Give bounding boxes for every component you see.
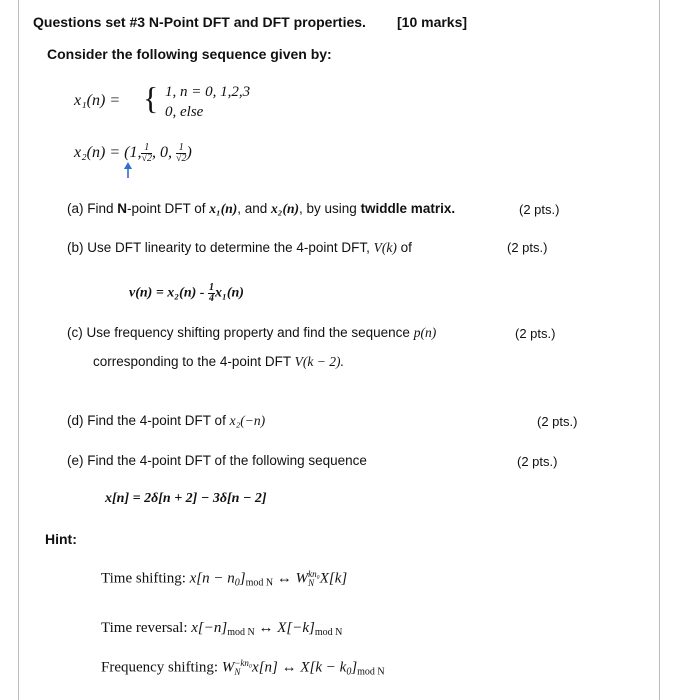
hint-tr-mod2: mod N — [314, 627, 343, 638]
hint-fs-w-sup: −kn₀ — [234, 658, 253, 668]
document-page — [18, 0, 660, 700]
qb-eq-lhs: v(n) = x₂(n) - — [129, 285, 205, 301]
question-d-points: (2 pts.) — [537, 414, 578, 429]
hint-fs-lhs: x[n] — [252, 659, 278, 676]
qb-of: of — [396, 240, 412, 255]
question-b — [67, 240, 412, 256]
qa-twiddle: twiddle matrix. — [360, 201, 456, 216]
question-title — [33, 14, 366, 30]
qc-line1: (c) Use frequency shifting property and find the sequence — [67, 325, 414, 340]
hint-time-shifting — [101, 570, 347, 588]
x2-frac-2-num: 1 — [176, 143, 187, 154]
total-marks: [10 marks] — [397, 14, 468, 30]
qd-x: x₂(−n) — [229, 413, 266, 428]
x2-mid: 0, — [159, 144, 172, 162]
qc-line2: corresponding to the 4-point DFT — [93, 354, 295, 369]
hint-ts-mod: mod N — [245, 577, 274, 589]
question-c-line2 — [93, 354, 344, 370]
x2-frac-1-num: 1 — [141, 143, 152, 154]
intro-text: Consider the following sequence given by: — [47, 46, 332, 62]
hint-ts-w-sup: kn₀ — [308, 569, 320, 579]
qa-mid1: -point DFT of — [127, 201, 210, 216]
qb-frac-num: 1 — [208, 282, 214, 293]
hint-tr-rhs: X[−k] — [277, 620, 315, 636]
x1-case-1: 1, n = 0, 1,2,3 — [165, 84, 251, 100]
title-text: Questions set #3 N-Point DFT and DFT properties. — [33, 14, 366, 30]
question-e-points: (2 pts.) — [517, 454, 558, 469]
qb-frac — [208, 283, 215, 304]
qa-n: N — [117, 201, 128, 216]
hint-ts-lhs: x[n − n — [189, 570, 235, 587]
x2-frac-1-den: √2 — [141, 153, 152, 164]
x1-lhs: x₁(n) = — [74, 92, 121, 109]
qa-x1: x₁(n) — [209, 201, 238, 216]
x2-frac-1 — [141, 143, 152, 164]
hint-ts-w-scripts — [308, 570, 320, 588]
x2-definition — [74, 143, 192, 164]
hint-fs-mod: mod N — [357, 666, 385, 678]
qa-prefix: (a) Find — [67, 201, 118, 216]
hint-fs-arrow-icon: ↔ — [277, 659, 301, 676]
x2-close: ) — [186, 144, 192, 162]
hint-fs-rhs: X[k − k — [300, 659, 347, 676]
hint-fs-w: W — [221, 659, 235, 676]
qc-v: V(k − 2). — [294, 354, 344, 369]
hint-ts-w: W — [295, 570, 309, 587]
question-d — [67, 413, 265, 429]
hint-ts-lhs-end: ] — [239, 570, 246, 587]
hint-ts-rhs: X[k] — [319, 570, 348, 587]
question-c-line1 — [67, 325, 436, 341]
question-c-points: (2 pts.) — [515, 326, 556, 341]
question-a-points: (2 pts.) — [519, 202, 560, 217]
x1-brace: { — [143, 80, 159, 116]
x2-frac-2 — [176, 143, 187, 164]
hint-ts-label: Time shifting: — [101, 570, 190, 587]
x2-frac-2-den: √2 — [175, 153, 187, 164]
question-b-equation — [129, 283, 244, 304]
hint-ts-lhs-sub: 0 — [234, 577, 240, 589]
question-b-points: (2 pts.) — [507, 240, 548, 255]
hint-fs-w-sub: N — [234, 667, 241, 677]
hint-fs-w-scripts — [234, 659, 252, 677]
hint-tr-arrow-icon: ↔ — [254, 620, 278, 636]
hint-fs-rhs-sub: 0 — [346, 666, 352, 678]
hint-ts-arrow-icon: ↔ — [273, 570, 296, 587]
x1-case-2: 0, else — [165, 104, 204, 120]
hint-tr-label: Time reversal: — [101, 620, 192, 636]
hint-fs-rhs-end: ] — [351, 659, 358, 676]
hint-frequency-shifting — [101, 659, 385, 677]
x2-lhs: x₂(n) = (1, — [74, 144, 142, 162]
hint-ts-w-sub: N — [308, 578, 315, 588]
qa-x2: x₂(n) — [271, 201, 300, 216]
question-e-equation: x[n] = 2δ[n + 2] − 3δ[n − 2] — [105, 491, 267, 506]
hint-tr-lhs: x[−n] — [191, 620, 228, 636]
hint-fs-label: Frequency shifting: — [101, 659, 222, 676]
qd-text: (d) Find the 4-point DFT of — [67, 413, 230, 428]
qb-frac-den: 4 — [208, 293, 214, 304]
hint-tr-mod: mod N — [227, 627, 255, 638]
qc-p: p(n) — [413, 325, 437, 340]
origin-arrow-icon — [123, 162, 133, 178]
question-a — [67, 201, 455, 217]
qa-mid2: , and — [237, 201, 272, 216]
qa-mid3: , by using — [299, 201, 361, 216]
hint-label: Hint: — [45, 531, 77, 547]
qb-text: (b) Use DFT linearity to determine the 4-point DFT, — [67, 240, 374, 255]
qb-eq-rhs: x₁(n) — [214, 285, 244, 301]
question-e: (e) Find the 4-point DFT of the following sequence — [67, 453, 367, 468]
qb-v: V(k) — [373, 240, 397, 255]
x2-sep: , — [151, 144, 156, 162]
hint-time-reversal — [101, 620, 342, 638]
